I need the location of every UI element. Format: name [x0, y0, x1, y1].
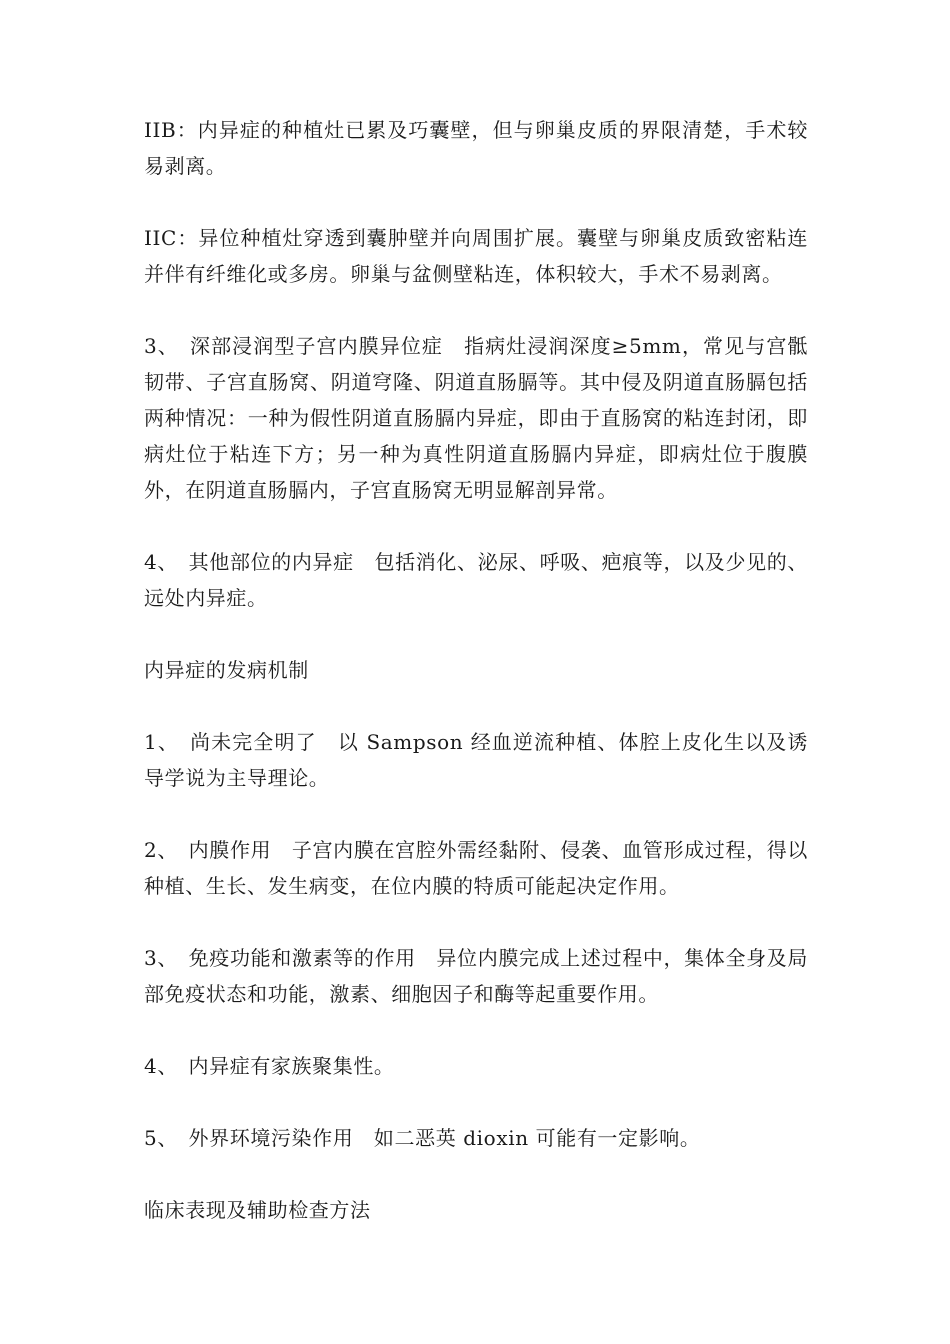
document-page	[144, 112, 808, 1264]
paragraph-mechanism-4: 4、 内异症有家族聚集性。	[144, 1054, 395, 1078]
paragraph-mechanism-3: 3、 免疫功能和激素等的作用 异位内膜完成上述过程中，集体全身及局部免疫状态和功能，激素、细胞因子和酶等起重要作用。	[144, 946, 808, 1006]
section-heading-clinical: 临床表现及辅助检查方法	[144, 1198, 371, 1222]
paragraph-mechanism-2: 2、 内膜作用 子宫内膜在宫腔外需经黏附、侵袭、血管形成过程，得以种植、生长、发生病变，在位内膜的特质可能起决定作用。	[144, 838, 808, 898]
paragraph-mechanism-1: 1、 尚未完全明了 以 Sampson 经血逆流种植、体腔上皮化生以及诱导学说为主导理论。	[144, 730, 808, 790]
section-heading-pathogenesis: 内异症的发病机制	[144, 658, 309, 682]
paragraph-mechanism-5: 5、 外界环境污染作用 如二恶英 dioxin 可能有一定影响。	[144, 1126, 701, 1150]
paragraph-other-sites: 4、 其他部位的内异症 包括消化、泌尿、呼吸、疤痕等，以及少见的、远处内异症。	[144, 550, 808, 610]
paragraph-stage-iic: IIC：异位种植灶穿透到囊肿壁并向周围扩展。囊壁与卵巢皮质致密粘连并伴有纤维化或多房。卵巢与盆侧壁粘连，体积较大，手术不易剥离。	[144, 226, 808, 286]
paragraph-stage-iib: IIB：内异症的种植灶已累及巧囊壁，但与卵巢皮质的界限清楚，手术较易剥离。	[144, 118, 808, 178]
paragraph-deep-infiltrating: 3、 深部浸润型子宫内膜异位症 指病灶浸润深度≥5mm，常见与宫骶韧带、子宫直肠窝、阴道穹隆、阴道直肠膈等。其中侵及阴道直肠膈包括两种情况：一种为假性阴道直肠膈内异症，即由于直肠窝的粘连封闭，即病灶位于粘连下方；另一种为真性阴道直肠膈内异症，即病灶位于腹膜外，在阴道直肠膈内，子宫直肠窝无明显解剖异常。	[144, 334, 808, 502]
